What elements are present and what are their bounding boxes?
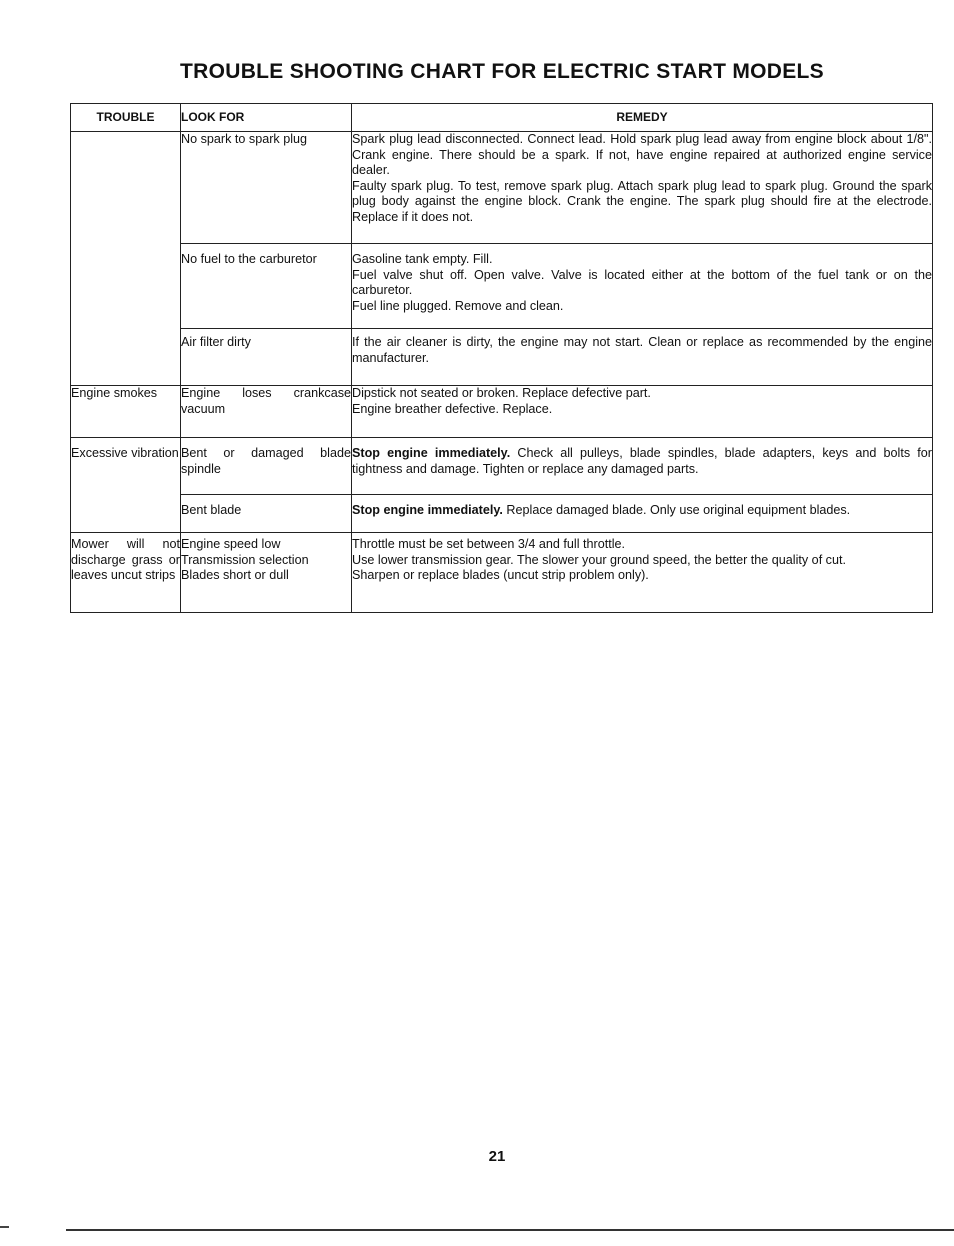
table-row: [71, 244, 933, 329]
trouble-cell: [71, 132, 181, 386]
table-row: [71, 533, 933, 613]
remedy-line: Check all pulleys, blade spindles, blade adapters, keys and bolts for tightness and damage. Tighten or replace any damaged parts.: [352, 446, 932, 476]
remedy-emphasis: Stop engine immediately.: [352, 503, 503, 517]
remedy-line: Gasoline tank empty. Fill.: [352, 252, 493, 266]
remedy-line: Sharpen or replace blades (uncut strip problem only).: [352, 568, 649, 582]
remedy-cell: [352, 244, 933, 329]
remedy-line: Fuel valve shut off. Open valve. Valve is located either at the bottom of the fuel tank or on the carburetor.: [352, 267, 932, 297]
look-for-text: Engine loses crankcase vacuum: [181, 386, 351, 416]
trouble-cell: Engine smokes: [71, 386, 181, 438]
remedy-line: Replace damaged blade. Only use original equipment blades.: [506, 503, 851, 517]
remedy-line: Dipstick not seated or broken. Replace defective part.: [352, 386, 651, 400]
margin-mark: [0, 1226, 9, 1228]
look-for-line: Engine speed low: [181, 537, 281, 551]
header-trouble: TROUBLE: [71, 104, 181, 132]
remedy-line: Fuel line plugged. Remove and clean.: [352, 298, 564, 313]
remedy-line: Engine breather defective. Replace.: [352, 401, 553, 416]
table-row: [71, 438, 933, 495]
look-for-cell: [181, 533, 352, 613]
bottom-rule: [66, 1229, 954, 1231]
look-for-line: Blades short or dull: [181, 568, 289, 582]
page-number: 21: [488, 1148, 506, 1165]
remedy-cell: [352, 386, 933, 438]
look-for-cell: Bent blade: [181, 495, 352, 533]
remedy-cell: [352, 495, 933, 533]
remedy-cell: [352, 132, 933, 244]
look-for-line: Transmission selection: [181, 552, 309, 567]
look-for-cell: Air filter dirty: [181, 329, 352, 386]
header-look-for: LOOK FOR: [181, 104, 352, 132]
remedy-emphasis: Stop engine immediately.: [352, 446, 511, 460]
remedy-line: Use lower transmission gear. The slower your ground speed, the better the quality of cut.: [352, 552, 846, 567]
table-row: [71, 132, 933, 244]
remedy-cell: [352, 533, 933, 613]
page-title: TROUBLE SHOOTING CHART FOR ELECTRIC START MODELS: [180, 60, 824, 83]
trouble-text: Mower will not discharge grass or leaves uncut strips: [71, 537, 180, 582]
remedy-cell: [352, 438, 933, 495]
remedy-line: Spark plug lead disconnected. Connect lead. Hold spark plug lead away from engine block about 1/8". Crank engine. There should be a spark. If not, have engine repaired at authorized engine service dealer.: [352, 132, 932, 177]
table-row: [71, 329, 933, 386]
trouble-cell: [71, 533, 181, 613]
remedy-line: If the air cleaner is dirty, the engine may not start. Clean or replace as recommended by the engine manufacturer.: [352, 335, 932, 365]
look-for-cell: No fuel to the carburetor: [181, 244, 352, 329]
remedy-line: Throttle must be set between 3/4 and full throttle.: [352, 537, 626, 551]
look-for-cell: No spark to spark plug: [181, 132, 352, 244]
trouble-cell: Excessive vibration: [71, 438, 181, 533]
look-for-text: Bent or damaged blade spindle: [181, 446, 351, 476]
look-for-cell: [181, 386, 352, 438]
look-for-cell: [181, 438, 352, 495]
remedy-cell: [352, 329, 933, 386]
header-remedy: REMEDY: [352, 104, 933, 132]
trouble-shooting-table: [70, 103, 933, 613]
header-row: [71, 104, 933, 132]
table-row: [71, 386, 933, 438]
table-row: [71, 495, 933, 533]
remedy-line: Faulty spark plug. To test, remove spark plug. Attach spark plug lead to spark plug. Ground the spark plug body against the engine block. Crank the engine. The spark plug should fire at the electrode. Replace if it does not.: [352, 178, 932, 224]
